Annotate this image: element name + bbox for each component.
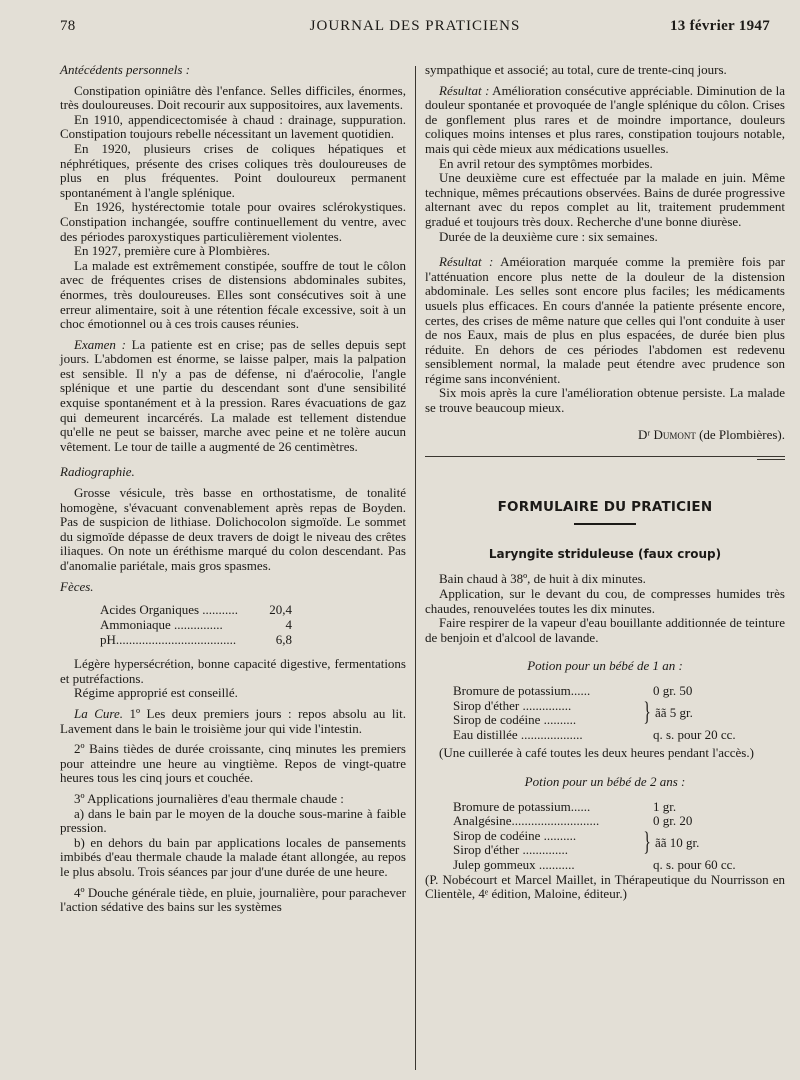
page-header bbox=[60, 18, 770, 40]
formulaire-underline bbox=[574, 523, 636, 525]
ingredient-name: Julep gommeux ........... bbox=[453, 856, 575, 872]
cure-label: La Cure. bbox=[74, 705, 123, 721]
signature-prefix: Dʳ bbox=[637, 426, 651, 442]
radiographie-heading: Radiographie. bbox=[60, 464, 135, 480]
laryngite-paragraph: Bain chaud à 38º, de huit à dix minutes. bbox=[439, 571, 646, 587]
ingredient-name: Sirop de codéine .......... bbox=[453, 712, 577, 728]
antecedent-paragraph: En 1910, appendicectomisée à chaud : drainage, suppuration. Constipation toujours rebelle nécessitant un lavement quotidien. bbox=[60, 111, 406, 142]
resultat-paragraph bbox=[425, 84, 785, 157]
ingredient-name: Sirop de codéine .......... bbox=[453, 827, 577, 843]
antecedent-paragraph: En 1927, première cure à Plombières. bbox=[74, 243, 271, 259]
body-paragraph: Une deuxième cure est effectuée par la malade en juin. Même technique, mêmes précautions observées. Bains de durée progressive alternant avec du repos complet au lit, traitement prudemment gradué et toujours très doux. Recherche d'une bonne diurèse. bbox=[425, 170, 785, 229]
section-rule-short bbox=[757, 459, 785, 460]
antecedent-paragraph: Constipation opiniâtre dès l'enfance. Selles difficiles, énormes, très douloureuses. Doit recourir aux suppositoires, aux lavements. bbox=[60, 82, 406, 113]
ingredient-name: Bromure de potassium...... bbox=[453, 683, 591, 698]
resultat-text: Amélioration consécutive appréciable. Diminution de la douleur spontanée et provoquée de l'angle splénique du côlon. Crises de gonflement plus rares et de moindre importance, douleurs coliques moins intenses et plus rares, constipation toujours notable, mais qui cède mieux aux médications usuelles. bbox=[425, 82, 786, 156]
potion-2-title: Potion pour un bébé de 2 ans : bbox=[524, 773, 686, 789]
left-column bbox=[60, 63, 406, 915]
resultat-label: Résultat : bbox=[439, 82, 490, 98]
potion-1-title: Potion pour un bébé de 1 an : bbox=[527, 658, 683, 674]
list-item bbox=[453, 814, 785, 829]
cure-first-text: 1º Les deux premiers jours : repos absolu au lit. Lavement dans le bain le troisième jour qui vide l'intestin. bbox=[60, 705, 407, 736]
column-divider bbox=[415, 66, 416, 1070]
ingredient-name: Analgésine........................... bbox=[453, 813, 600, 829]
resultat-label: Résultat : bbox=[439, 254, 494, 270]
ingredient-amount: 0 gr. 20 bbox=[653, 813, 693, 829]
page-number: 78 bbox=[60, 18, 76, 34]
resultat-text: Améioration marquée comme la première fois par l'atténuation encore plus nette de la douleur de la distension abdominale. Les selles sont encore plus faciles; les médicaments usuels plus efficaces. En cours d'année la patiente présente encore, certes, des crises de même nature que celles qui l'ont conduite à user de nos Eaux, mais de plus en plus espacées, de durée bien plus réduite. En dehors de ces périodes l'abdomen est redevenu sensiblement normal, la malade peut étendre avec prudence son régime sans inconvénient. bbox=[425, 254, 785, 386]
list-item bbox=[453, 684, 785, 699]
ingredient-name: Sirop d'éther .............. bbox=[453, 842, 568, 858]
laryngite-paragraph: Application, sur le devant du cou, de compresses humides très chaudes, renouvelées toutes les dix minutes. bbox=[425, 586, 785, 616]
signature bbox=[425, 428, 785, 443]
feces-comment: Légère hypersécrétion, bonne capacité digestive, fermentations et putréfactions. bbox=[60, 656, 406, 686]
feces-label: Acides Organiques ........... bbox=[100, 602, 239, 618]
section-rule bbox=[425, 456, 785, 457]
cure-item: 4º Douche générale tiède, en pluie, journalière, pour parachever l'action sédative des bains sur les systèmes bbox=[60, 884, 406, 915]
examen-text: La patiente est en crise; pas de selles depuis sept jours. L'abdomen est énorme, se laisse palper, mais la palpation est sensible. Il n'y a pas de défense, ni d'aérocolie, l'angle splénique et une partie du descendant sont d'une sensibilité exquise spontanément et à la pression. Rares évacuations de gaz qui demeurent incarcérés. La malade est tellement distendue qu'elle ne peut se baisser, marche avec peine et ne tolère aucun vêtement. Le tour de taille a augmenté de 26 centimètres. bbox=[60, 336, 406, 454]
body-paragraph: Six mois après la cure l'amélioration obtenue persiste. La malade se trouve beaucoup mieux. bbox=[425, 385, 785, 416]
antecedents-heading: Antécédents personnels : bbox=[60, 62, 190, 77]
list-item bbox=[453, 699, 785, 728]
cure-item: 3º Applications journalières d'eau thermale chaude : bbox=[74, 790, 344, 806]
list-item bbox=[453, 800, 785, 815]
right-column bbox=[425, 63, 785, 902]
radiographie-paragraph: Grosse vésicule, très basse en orthostatisme, de tonalité homogène, s'évacuant convenablement après repas de Boyden. Pas de suspicion de lithiase. Dolichocolon sigmoïde. Le sommet du sigmoïde dépasse de deux travers de doigt le niveau des crêtes iliaques. On note un éréthisme marqué du colon descendant. Pas d'anomalie pariétale, mais gros spasmes. bbox=[60, 485, 406, 573]
cure-item: 2º Bains tièdes de durée croissante, cinq minutes les premiers pour atteindre une heure au vingtième. Repos de vingt-quatre heures tous les cinq jours et couchée. bbox=[60, 741, 406, 786]
ingredient-name: Bromure de potassium...... bbox=[453, 798, 591, 814]
table-row bbox=[100, 617, 292, 632]
continuation-paragraph: sympathique et associé; au total, cure de trente-cinq jours. bbox=[425, 62, 727, 77]
brace-icon: } bbox=[643, 697, 651, 727]
reference-citation: (P. Nobécourt et Marcel Maillet, in Thérapeutique du Nourrisson en Clientèle, 4ᵉ édition, Maloine, éditeur.) bbox=[425, 871, 785, 902]
issue-date: 13 février 1947 bbox=[669, 18, 770, 34]
potion-2-prescription bbox=[453, 800, 785, 873]
feces-value: 6,8 bbox=[275, 632, 293, 648]
feces-label: Ammoniaque ............... bbox=[100, 617, 223, 633]
feces-label: pH..................................... bbox=[100, 632, 237, 648]
list-item bbox=[453, 829, 785, 858]
ingredient-name: Sirop d'éther ............... bbox=[453, 697, 572, 713]
antecedent-paragraph: En 1920, plusieurs crises de coliques hépatiques et néphrétiques, présente des crises coliques très douloureuses de plus en plus fréquentes. Point douloureux permanent spontanément à l'angle splénique. bbox=[60, 140, 406, 200]
antecedent-paragraph: En 1926, hystérectomie totale pour ovaires sclérokystiques. Constipation inchangée, souffre continuellement du ventre, avec des périodes paroxystiques particulièrement violentes. bbox=[60, 199, 406, 244]
list-item bbox=[453, 858, 785, 873]
brace-icon: } bbox=[643, 827, 651, 857]
ingredient-amount: q. s. pour 60 cc. bbox=[653, 856, 736, 872]
ingredient-amount: 0 gr. 50 bbox=[653, 683, 693, 698]
feces-heading: Fèces. bbox=[60, 578, 94, 594]
cure-item: b) en dehors du bain par applications locales de pansements imbibés d'eau thermale chaude la malade étant allongée, au repos le plus absolu. Trois séances par jour d'une durée de une heure. bbox=[60, 834, 406, 879]
body-paragraph: Durée de la deuxième cure : six semaines. bbox=[439, 228, 658, 244]
laryngite-paragraph: Faire respirer de la vapeur d'eau bouillante additionnée de teinture de benjoin et d'alcool de lavande. bbox=[425, 615, 785, 645]
resultat-paragraph bbox=[425, 255, 785, 386]
table-row bbox=[100, 602, 292, 617]
journal-title: JOURNAL DES PRATICIENS bbox=[309, 18, 521, 34]
ingredient-name: Eau distillée ................... bbox=[453, 726, 583, 742]
potion-1-prescription bbox=[453, 684, 785, 742]
feces-table bbox=[100, 602, 292, 647]
antecedent-paragraph: La malade est extrêmement constipée, souffre de tout le côlon avec de fréquentes crises de distensions abdominales subites, énormes, très douloureuses. Elles sont consécutives soit à une erreur alimentaire, soit à une rétention fécale excessive, soit à un choc émotionnel ou à ces trois causes réunies. bbox=[60, 257, 406, 332]
ingredient-amount: ãã 10 gr. bbox=[655, 835, 700, 851]
examen-label: Examen : bbox=[74, 336, 126, 352]
list-item bbox=[453, 728, 785, 743]
ingredient-amount: 1 gr. bbox=[653, 798, 677, 814]
cure-paragraph bbox=[60, 707, 406, 736]
examen-paragraph bbox=[60, 338, 406, 455]
cure-item: a) dans le bain par le moyen de la douche sous-marine à faible pression. bbox=[60, 805, 406, 836]
ingredient-amount: q. s. pour 20 cc. bbox=[653, 726, 736, 742]
potion-1-note: (Une cuillerée à café toutes les deux heures pendant l'accès.) bbox=[439, 745, 754, 761]
formulaire-title: FORMULAIRE DU PRATICIEN bbox=[497, 499, 713, 516]
ingredient-amount: ãã 5 gr. bbox=[655, 704, 693, 720]
signature-suffix: (de Plombières). bbox=[699, 426, 785, 442]
feces-value: 20,4 bbox=[269, 602, 293, 618]
feces-value: 4 bbox=[285, 617, 293, 633]
feces-comment: Régime approprié est conseillé. bbox=[74, 685, 238, 701]
laryngite-title: Laryngite striduleuse (faux croup) bbox=[488, 546, 722, 561]
signature-name: Dumont bbox=[653, 426, 696, 442]
table-row bbox=[100, 632, 292, 647]
body-paragraph: En avril retour des symptômes morbides. bbox=[439, 155, 653, 171]
